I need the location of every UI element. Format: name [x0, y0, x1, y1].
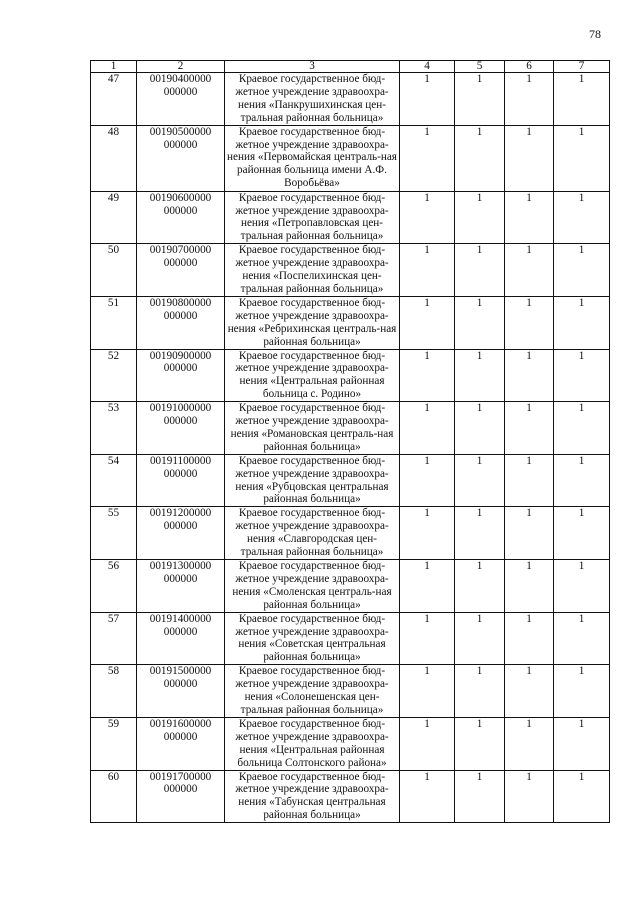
- cell-c7: 1: [554, 454, 610, 507]
- column-header: 1: [91, 61, 137, 73]
- cell-num: 51: [91, 296, 137, 349]
- cell-code: 00190700000 000000: [137, 244, 225, 297]
- cell-c7: 1: [554, 191, 610, 244]
- table-row: [91, 296, 610, 349]
- cell-c4: 1: [400, 665, 455, 718]
- cell-c5: 1: [455, 73, 505, 126]
- cell-c5: 1: [455, 770, 505, 823]
- cell-c5: 1: [455, 191, 505, 244]
- cell-c5: 1: [455, 402, 505, 455]
- cell-c6: 1: [505, 296, 554, 349]
- cell-c6: 1: [505, 454, 554, 507]
- cell-c7: 1: [554, 125, 610, 191]
- cell-c4: 1: [400, 560, 455, 613]
- cell-num: 59: [91, 717, 137, 770]
- cell-num: 53: [91, 402, 137, 455]
- cell-c6: 1: [505, 402, 554, 455]
- cell-code: 00191200000 000000: [137, 507, 225, 560]
- table-row: [91, 560, 610, 613]
- cell-code: 00190600000 000000: [137, 191, 225, 244]
- table-row: [91, 770, 610, 823]
- cell-code: 00191500000 000000: [137, 665, 225, 718]
- table-row: [91, 125, 610, 191]
- cell-c5: 1: [455, 665, 505, 718]
- cell-name: Краевое государственное бюд-жетное учреждение здравоохра-нения «Ребрихинская централь-ная районная больница»: [225, 296, 400, 349]
- table-row: [91, 73, 610, 126]
- cell-name: Краевое государственное бюд-жетное учреждение здравоохра-нения «Советская центральная районная больница»: [225, 612, 400, 665]
- cell-c5: 1: [455, 507, 505, 560]
- cell-c6: 1: [505, 770, 554, 823]
- cell-num: 56: [91, 560, 137, 613]
- cell-c6: 1: [505, 507, 554, 560]
- cell-c6: 1: [505, 717, 554, 770]
- cell-c6: 1: [505, 125, 554, 191]
- cell-code: 00190900000 000000: [137, 349, 225, 402]
- cell-num: 60: [91, 770, 137, 823]
- cell-c6: 1: [505, 349, 554, 402]
- column-header: 2: [137, 61, 225, 73]
- cell-name: Краевое государственное бюд-жетное учреждение здравоохра-нения «Солонешенская цен-тральная районная больница»: [225, 665, 400, 718]
- column-header: 5: [455, 61, 505, 73]
- cell-code: 00190500000 000000: [137, 125, 225, 191]
- cell-c4: 1: [400, 244, 455, 297]
- cell-num: 50: [91, 244, 137, 297]
- table-row: [91, 349, 610, 402]
- table-row: [91, 454, 610, 507]
- cell-c7: 1: [554, 770, 610, 823]
- cell-c7: 1: [554, 612, 610, 665]
- cell-c7: 1: [554, 244, 610, 297]
- cell-code: 00190400000 000000: [137, 73, 225, 126]
- column-header: 7: [554, 61, 610, 73]
- cell-c4: 1: [400, 717, 455, 770]
- column-header: 6: [505, 61, 554, 73]
- cell-c6: 1: [505, 244, 554, 297]
- cell-c7: 1: [554, 349, 610, 402]
- cell-c4: 1: [400, 507, 455, 560]
- cell-name: Краевое государственное бюд-жетное учреждение здравоохра-нения «Смоленская централь-ная районная больница»: [225, 560, 400, 613]
- table-row: [91, 717, 610, 770]
- column-header: 3: [225, 61, 400, 73]
- cell-c4: 1: [400, 296, 455, 349]
- cell-c7: 1: [554, 665, 610, 718]
- cell-code: 00190800000 000000: [137, 296, 225, 349]
- cell-c5: 1: [455, 244, 505, 297]
- cell-c7: 1: [554, 507, 610, 560]
- table-row: [91, 507, 610, 560]
- table-row: [91, 612, 610, 665]
- column-header: 4: [400, 61, 455, 73]
- cell-c5: 1: [455, 717, 505, 770]
- cell-name: Краевое государственное бюд-жетное учреждение здравоохра-нения «Центральная районная больница Солтонского района»: [225, 717, 400, 770]
- cell-code: 00191700000 000000: [137, 770, 225, 823]
- cell-c4: 1: [400, 612, 455, 665]
- cell-c4: 1: [400, 454, 455, 507]
- cell-c4: 1: [400, 125, 455, 191]
- cell-c7: 1: [554, 402, 610, 455]
- header-row: [91, 61, 610, 73]
- cell-code: 00191600000 000000: [137, 717, 225, 770]
- cell-name: Краевое государственное бюд-жетное учреждение здравоохра-нения «Романовская централь-ная районная больница»: [225, 402, 400, 455]
- cell-num: 47: [91, 73, 137, 126]
- cell-c6: 1: [505, 73, 554, 126]
- cell-name: Краевое государственное бюд-жетное учреждение здравоохра-нения «Петропавловская цен-тральная районная больница»: [225, 191, 400, 244]
- cell-num: 54: [91, 454, 137, 507]
- cell-c5: 1: [455, 125, 505, 191]
- cell-name: Краевое государственное бюд-жетное учреждение здравоохра-нения «Рубцовская центральная районная больница»: [225, 454, 400, 507]
- cell-c6: 1: [505, 560, 554, 613]
- cell-c5: 1: [455, 454, 505, 507]
- cell-c7: 1: [554, 296, 610, 349]
- cell-code: 00191400000 000000: [137, 612, 225, 665]
- cell-name: Краевое государственное бюд-жетное учреждение здравоохра-нения «Панкрушихинская цен-тральная районная больница»: [225, 73, 400, 126]
- cell-c4: 1: [400, 770, 455, 823]
- cell-c4: 1: [400, 349, 455, 402]
- cell-num: 57: [91, 612, 137, 665]
- cell-name: Краевое государственное бюд-жетное учреждение здравоохра-нения «Табунская центральная районная больница»: [225, 770, 400, 823]
- cell-c5: 1: [455, 296, 505, 349]
- cell-code: 00191100000 000000: [137, 454, 225, 507]
- cell-num: 48: [91, 125, 137, 191]
- table-row: [91, 665, 610, 718]
- cell-c7: 1: [554, 560, 610, 613]
- cell-name: Краевое государственное бюд-жетное учреждение здравоохра-нения «Славгородская цен-тральная районная больница»: [225, 507, 400, 560]
- cell-c7: 1: [554, 73, 610, 126]
- cell-num: 58: [91, 665, 137, 718]
- cell-c7: 1: [554, 717, 610, 770]
- cell-code: 00191000000 000000: [137, 402, 225, 455]
- page-number: 78: [589, 27, 601, 41]
- cell-c5: 1: [455, 612, 505, 665]
- cell-num: 55: [91, 507, 137, 560]
- cell-c5: 1: [455, 349, 505, 402]
- cell-c4: 1: [400, 191, 455, 244]
- cell-num: 49: [91, 191, 137, 244]
- cell-name: Краевое государственное бюд-жетное учреждение здравоохра-нения «Центральная районная больница с. Родино»: [225, 349, 400, 402]
- table-row: [91, 244, 610, 297]
- cell-name: Краевое государственное бюд-жетное учреждение здравоохра-нения «Поспелихинская цен-тральная районная больница»: [225, 244, 400, 297]
- cell-c5: 1: [455, 560, 505, 613]
- data-table: [90, 60, 610, 823]
- cell-code: 00191300000 000000: [137, 560, 225, 613]
- cell-c4: 1: [400, 402, 455, 455]
- cell-c6: 1: [505, 665, 554, 718]
- table-row: [91, 402, 610, 455]
- cell-num: 52: [91, 349, 137, 402]
- cell-c4: 1: [400, 73, 455, 126]
- cell-name: Краевое государственное бюд-жетное учреждение здравоохра-нения «Первомайская централь-ная районная больница имени А.Ф. Воробьёва»: [225, 125, 400, 191]
- cell-c6: 1: [505, 612, 554, 665]
- cell-c6: 1: [505, 191, 554, 244]
- table-row: [91, 191, 610, 244]
